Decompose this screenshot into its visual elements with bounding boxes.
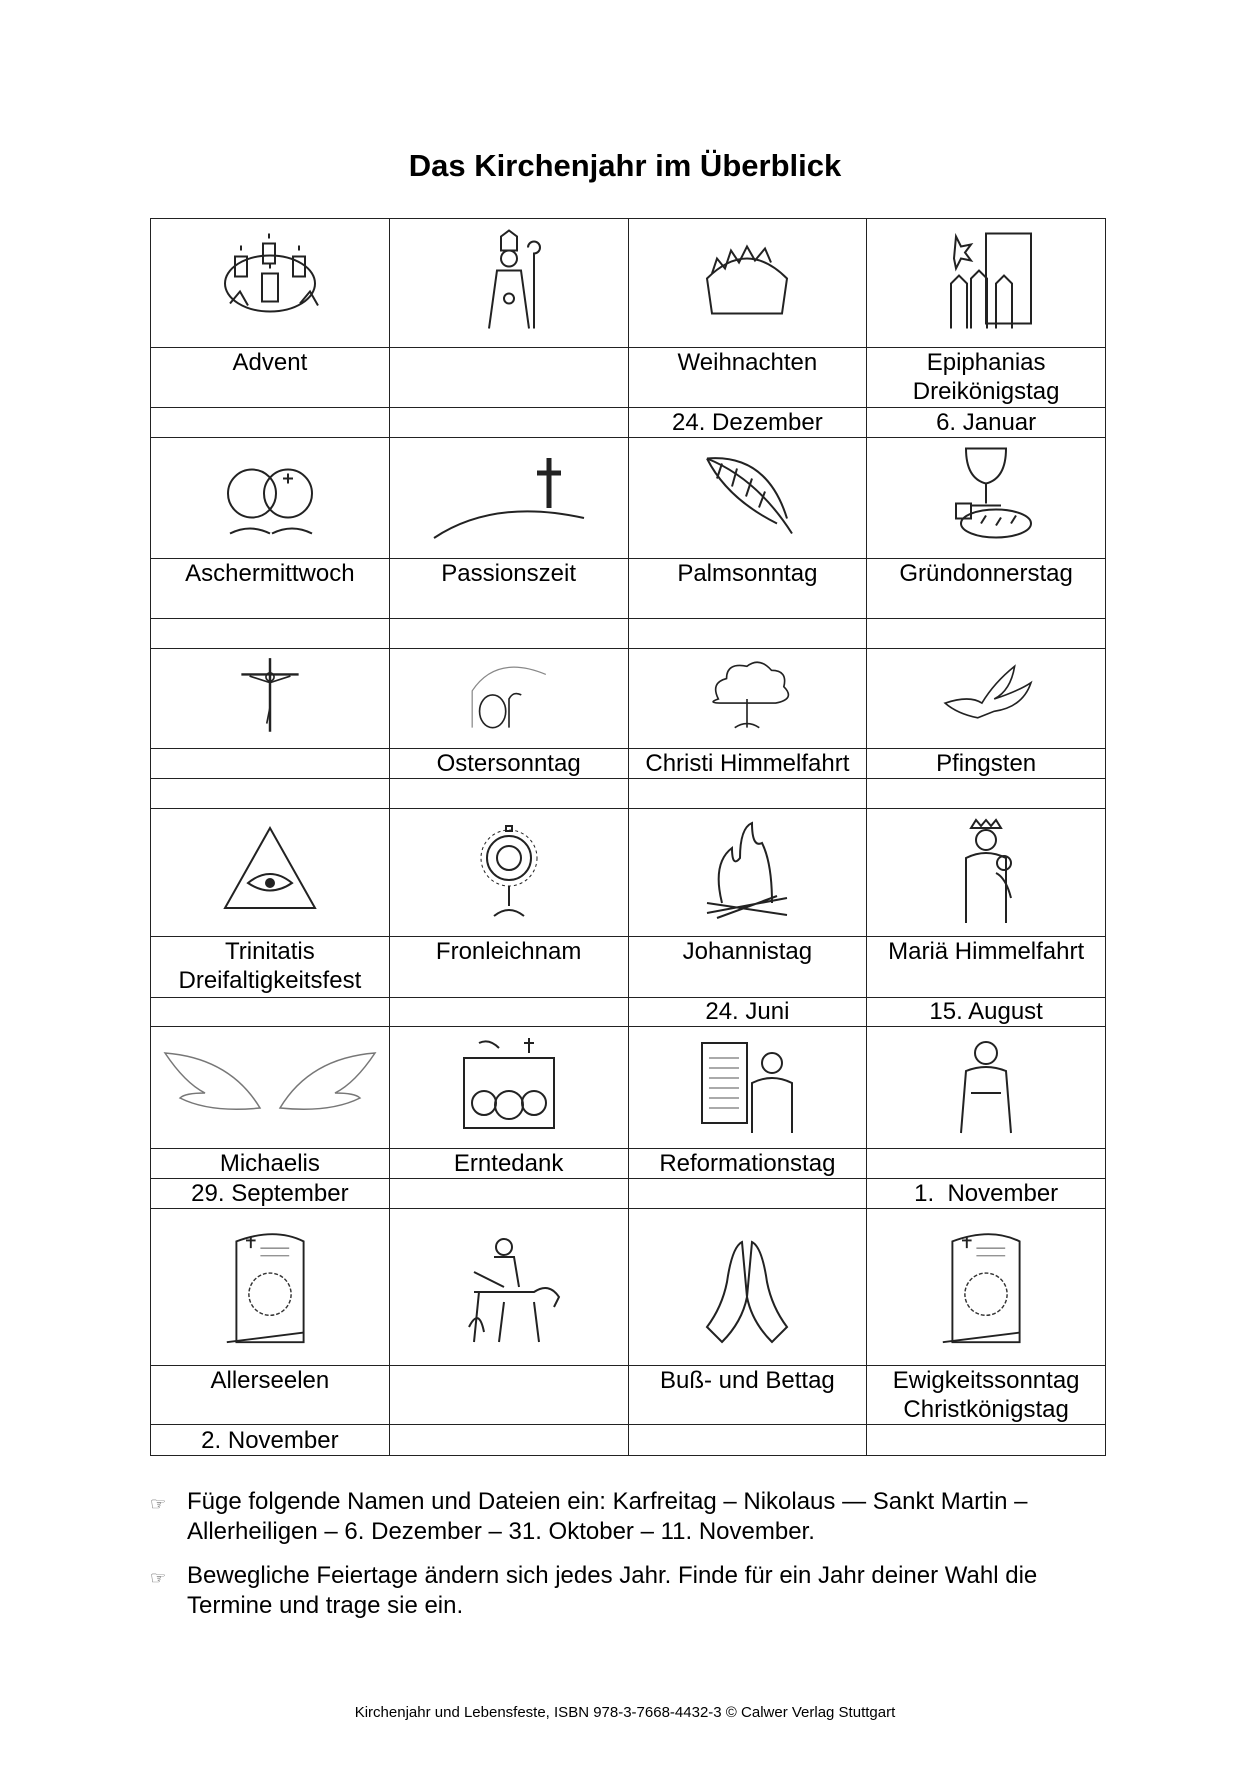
image-row bbox=[151, 438, 1106, 559]
instruction-text: Bewegliche Feiertage ändern sich jedes Jahr. Finde für ein Jahr deiner Wahl die Termine und trage sie ein. bbox=[187, 1562, 1038, 1619]
image-cell bbox=[867, 649, 1106, 749]
date-cell[interactable] bbox=[867, 1425, 1106, 1456]
holiday-name: Allerseelen bbox=[210, 1367, 330, 1394]
image-cell bbox=[867, 219, 1106, 348]
image-cell bbox=[628, 1027, 867, 1149]
image-cell bbox=[389, 219, 628, 348]
label-cell[interactable] bbox=[389, 749, 628, 779]
label-cell[interactable] bbox=[867, 749, 1106, 779]
sankt-martin-horse-icon bbox=[449, 1227, 569, 1347]
image-row bbox=[151, 1027, 1106, 1149]
date-cell[interactable] bbox=[867, 619, 1106, 649]
holiday-name: Reformationstag bbox=[659, 1150, 836, 1177]
label-cell[interactable] bbox=[389, 1149, 628, 1179]
angel-wings-icon bbox=[160, 1038, 380, 1138]
footer: Kirchenjahr und Lebensfeste, ISBN 978-3-7668-4432-3 © Calwer Verlag Stuttgart bbox=[354, 1704, 896, 1721]
cross-on-hill-icon bbox=[429, 448, 589, 548]
image-cell bbox=[389, 649, 628, 749]
image-cell bbox=[867, 1027, 1106, 1149]
date-cell[interactable] bbox=[151, 1425, 390, 1456]
date-row bbox=[151, 998, 1106, 1027]
holiday-name: Fronleichnam bbox=[435, 938, 582, 965]
bonfire-icon bbox=[687, 814, 807, 932]
date-row bbox=[151, 619, 1106, 649]
label-cell[interactable] bbox=[389, 559, 628, 619]
holiday-date: 1. November bbox=[914, 1180, 1059, 1207]
image-cell bbox=[867, 1209, 1106, 1366]
gravestone-icon bbox=[926, 1227, 1046, 1347]
date-cell[interactable] bbox=[389, 1425, 628, 1456]
image-cell bbox=[151, 1027, 390, 1149]
instruction-text: Füge folgende Namen und Dateien ein: Karfreitag – Nikolaus — Sankt Martin – Allerheiligen – 6. Dezember – 31. Oktober – 11. November. bbox=[187, 1488, 1028, 1545]
image-cell bbox=[151, 219, 390, 348]
date-row bbox=[151, 1179, 1106, 1209]
holiday-name: Ostersonntag bbox=[436, 750, 581, 777]
date-cell[interactable] bbox=[389, 408, 628, 438]
label-row bbox=[151, 348, 1106, 408]
label-row bbox=[151, 937, 1106, 998]
date-cell[interactable] bbox=[628, 998, 867, 1027]
date-cell[interactable] bbox=[151, 1179, 390, 1209]
holiday-name: Gründonnerstag bbox=[899, 560, 1073, 587]
date-cell[interactable] bbox=[389, 619, 628, 649]
image-cell bbox=[389, 1027, 628, 1149]
label-cell[interactable] bbox=[628, 749, 867, 779]
label-cell[interactable] bbox=[151, 1366, 390, 1425]
label-cell[interactable] bbox=[628, 1149, 867, 1179]
label-cell[interactable] bbox=[389, 348, 628, 408]
instruction-1 bbox=[150, 1487, 1100, 1547]
holiday-name: Dreikönigstag bbox=[912, 378, 1060, 405]
pointing-hand-icon: ☞ bbox=[150, 1494, 167, 1514]
label-cell[interactable] bbox=[867, 1149, 1106, 1179]
label-cell[interactable] bbox=[867, 559, 1106, 619]
luther-theses-icon bbox=[687, 1032, 807, 1144]
date-cell[interactable] bbox=[151, 619, 390, 649]
image-cell bbox=[151, 649, 390, 749]
date-cell[interactable] bbox=[151, 779, 390, 809]
holiday-name: Christi Himmelfahrt bbox=[645, 750, 850, 777]
holiday-name: Trinitatis bbox=[224, 938, 315, 965]
label-cell[interactable] bbox=[867, 1366, 1106, 1425]
label-cell[interactable] bbox=[151, 937, 390, 998]
label-row bbox=[151, 559, 1106, 619]
date-cell[interactable] bbox=[628, 408, 867, 438]
holiday-name: Mariä Himmelfahrt bbox=[888, 938, 1085, 965]
holiday-name: Johannistag bbox=[682, 938, 813, 965]
holiday-name: Dreifaltigkeitsfest bbox=[178, 967, 362, 994]
three-kings-star-icon bbox=[926, 224, 1046, 343]
instruction-2 bbox=[150, 1561, 1100, 1621]
holiday-date: 24. Dezember bbox=[672, 409, 823, 436]
crucifix-icon bbox=[210, 654, 330, 744]
holiday-name: Erntedank bbox=[453, 1150, 564, 1177]
label-cell[interactable] bbox=[628, 559, 867, 619]
cloud-ascension-icon bbox=[687, 654, 807, 744]
holiday-name: Palmsonntag bbox=[677, 560, 818, 587]
image-row bbox=[151, 809, 1106, 937]
image-row bbox=[151, 219, 1106, 348]
bishop-nikolaus-icon bbox=[449, 224, 569, 343]
image-cell bbox=[389, 1209, 628, 1366]
date-cell[interactable] bbox=[389, 1179, 628, 1209]
harvest-altar-icon bbox=[449, 1032, 569, 1144]
holiday-name: Christkönigstag bbox=[903, 1396, 1069, 1423]
page-title: Das Kirchenjahr im Überblick bbox=[408, 148, 842, 183]
label-row bbox=[151, 1149, 1106, 1179]
holiday-name: Advent bbox=[232, 349, 308, 376]
holiday-name: Ewigkeitssonntag bbox=[892, 1367, 1080, 1394]
image-cell bbox=[628, 219, 867, 348]
label-cell[interactable] bbox=[151, 348, 390, 408]
date-cell[interactable] bbox=[628, 619, 867, 649]
saint-figure-icon bbox=[926, 1032, 1046, 1144]
image-cell bbox=[628, 649, 867, 749]
label-cell[interactable] bbox=[867, 937, 1106, 998]
date-cell[interactable] bbox=[867, 998, 1106, 1027]
holiday-date: 29. September bbox=[191, 1180, 349, 1207]
date-cell[interactable] bbox=[867, 779, 1106, 809]
date-cell[interactable] bbox=[867, 1179, 1106, 1209]
label-cell[interactable] bbox=[628, 348, 867, 408]
empty-tomb-icon bbox=[449, 654, 569, 744]
image-cell bbox=[389, 438, 628, 559]
holiday-date: 2. November bbox=[201, 1427, 339, 1454]
image-cell bbox=[628, 1209, 867, 1366]
date-row bbox=[151, 779, 1106, 809]
date-cell[interactable] bbox=[628, 1425, 867, 1456]
holiday-date: 15. August bbox=[929, 998, 1043, 1025]
date-cell[interactable] bbox=[628, 1179, 867, 1209]
pointing-hand-icon: ☞ bbox=[150, 1568, 167, 1588]
label-cell[interactable] bbox=[628, 1366, 867, 1425]
date-cell[interactable] bbox=[151, 408, 390, 438]
date-cell[interactable] bbox=[389, 779, 628, 809]
holiday-name: Epiphanias bbox=[926, 349, 1046, 376]
label-cell[interactable] bbox=[628, 937, 867, 998]
label-cell[interactable] bbox=[867, 348, 1106, 408]
holiday-date: 24. Juni bbox=[705, 998, 790, 1025]
image-cell bbox=[151, 438, 390, 559]
image-cell bbox=[389, 809, 628, 937]
palm-branch-icon bbox=[687, 443, 807, 554]
manger-icon bbox=[687, 224, 807, 343]
image-row bbox=[151, 1209, 1106, 1366]
monstrance-icon bbox=[449, 814, 569, 932]
image-cell bbox=[151, 1209, 390, 1366]
image-row bbox=[151, 649, 1106, 749]
gravestone-icon bbox=[210, 1227, 330, 1347]
label-row bbox=[151, 1366, 1106, 1425]
date-row bbox=[151, 408, 1106, 438]
holiday-name: Weihnachten bbox=[677, 349, 818, 376]
advent-wreath-icon bbox=[210, 224, 330, 343]
date-cell[interactable] bbox=[389, 998, 628, 1027]
church-year-table bbox=[150, 218, 1106, 1456]
image-cell bbox=[867, 809, 1106, 937]
date-cell[interactable] bbox=[867, 408, 1106, 438]
holiday-name: Passionszeit bbox=[441, 560, 576, 587]
label-cell[interactable] bbox=[389, 1366, 628, 1425]
label-cell[interactable] bbox=[151, 749, 390, 779]
holiday-name: Pfingsten bbox=[936, 750, 1037, 777]
chalice-bread-icon bbox=[926, 443, 1046, 554]
dove-icon bbox=[926, 654, 1046, 744]
label-cell[interactable] bbox=[389, 937, 628, 998]
image-cell bbox=[628, 438, 867, 559]
holiday-name: Michaelis bbox=[219, 1150, 320, 1177]
praying-hands-icon bbox=[687, 1227, 807, 1347]
label-row bbox=[151, 749, 1106, 779]
date-row bbox=[151, 1425, 1106, 1456]
image-cell bbox=[628, 809, 867, 937]
ash-cross-forehead-icon bbox=[210, 443, 330, 554]
holiday-name: Aschermittwoch bbox=[185, 560, 355, 587]
label-cell[interactable] bbox=[151, 1149, 390, 1179]
label-cell[interactable] bbox=[151, 559, 390, 619]
image-cell bbox=[867, 438, 1106, 559]
holiday-date: 6. Januar bbox=[936, 409, 1037, 436]
image-cell bbox=[151, 809, 390, 937]
mary-child-icon bbox=[926, 814, 1046, 932]
eye-triangle-icon bbox=[210, 814, 330, 932]
holiday-name: Buß- und Bettag bbox=[659, 1367, 835, 1394]
date-cell[interactable] bbox=[628, 779, 867, 809]
date-cell[interactable] bbox=[151, 998, 390, 1027]
